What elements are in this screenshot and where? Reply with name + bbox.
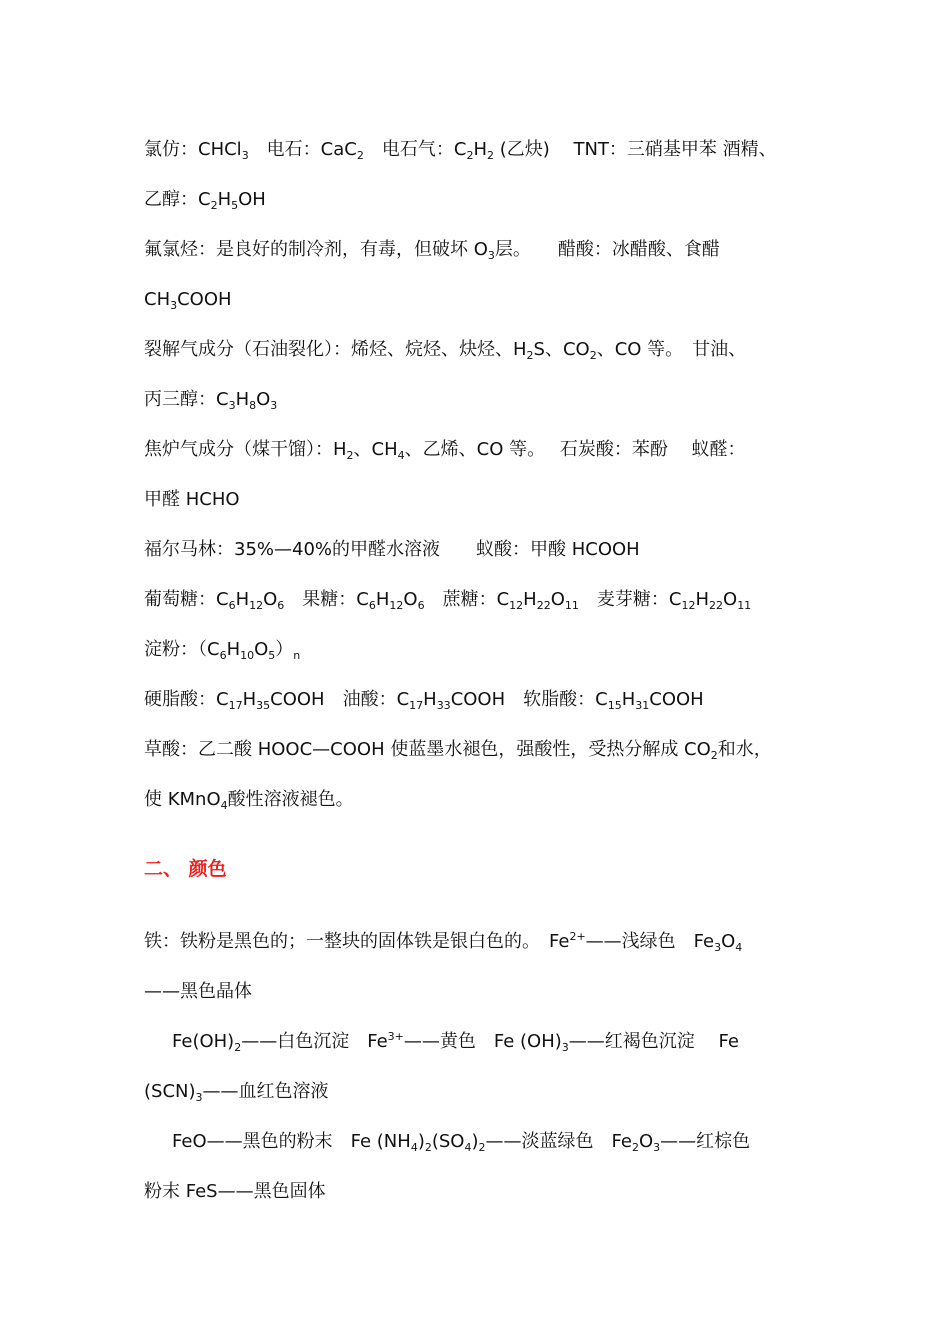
text-segment: 蔗糖：C	[424, 589, 510, 610]
subscript: 4	[220, 799, 228, 812]
text-segment: 淀粉：（C	[144, 639, 220, 660]
section-heading-colors: 二、 颜色	[144, 858, 227, 880]
text-segment: O	[550, 589, 565, 610]
text-segment: H	[226, 639, 241, 660]
subscript: 11	[564, 599, 579, 612]
subscript: 3	[270, 399, 278, 412]
text-segment: O	[638, 1131, 654, 1152]
superscript: 3+	[387, 1030, 404, 1043]
subscript: 31	[635, 699, 650, 712]
text-segment: H	[473, 139, 487, 160]
text-line	[144, 638, 300, 662]
text-segment: ——红褐色沉淀 Fe	[568, 1031, 739, 1052]
text-segment: 福尔马林：35%—40%的甲醛水溶液 蚁酸：甲酸 HCOOH	[144, 539, 640, 560]
text-segment: ——黑色晶体	[144, 981, 252, 1002]
text-segment: O	[721, 931, 736, 952]
subscript: 22	[536, 599, 551, 612]
text-segment: 氯仿：CHCl	[144, 139, 242, 160]
text-segment: H	[235, 389, 250, 410]
text-segment: 乙醇：C	[144, 189, 211, 210]
text-line	[144, 238, 720, 262]
text-segment: 葡萄糖：C	[144, 589, 229, 610]
subscript: 2	[466, 149, 474, 162]
text-line	[172, 1030, 739, 1054]
text-segment: 果糖：C	[284, 589, 369, 610]
text-segment: CH	[144, 289, 171, 310]
text-segment: 、乙烯、CO 等。 石炭酸：苯酚 蚁醛：	[404, 439, 746, 460]
subscript: 6	[368, 599, 376, 612]
text-segment: H	[242, 689, 257, 710]
subscript: 17	[228, 699, 243, 712]
text-segment: (SO	[431, 1131, 465, 1152]
text-segment: O	[263, 589, 278, 610]
text-line	[144, 288, 232, 312]
text-line	[144, 188, 266, 212]
subscript: 5	[231, 199, 239, 212]
subscript: 8	[249, 399, 257, 412]
text-segment: 层。 醋酸：冰醋酸、食醋	[494, 239, 720, 260]
subscript: 2	[424, 1141, 432, 1154]
text-segment: H	[217, 189, 232, 210]
subscript: 2	[710, 749, 718, 762]
subscript: 2	[478, 1141, 486, 1154]
text-segment: H	[621, 689, 636, 710]
text-line	[144, 688, 704, 712]
text-segment: 焦炉气成分（煤干馏）：H	[144, 439, 347, 460]
subscript: 3	[170, 299, 178, 312]
text-segment: S、CO	[533, 339, 590, 360]
text-line	[144, 138, 777, 162]
subscript: 6	[417, 599, 425, 612]
superscript: 2+	[569, 930, 586, 943]
subscript: 35	[256, 699, 271, 712]
subscript: 6	[277, 599, 285, 612]
subscript: 3	[241, 149, 249, 162]
text-segment: H	[523, 589, 537, 610]
text-segment: COOH	[177, 289, 232, 310]
text-segment: 裂解气成分（石油裂化）：烯烃、烷烃、炔烃、H	[144, 339, 527, 360]
text-segment: H	[423, 689, 437, 710]
subscript: 11	[737, 599, 752, 612]
subscript: 2	[346, 449, 354, 462]
subscript: 3	[561, 1041, 569, 1054]
subscript: 22	[709, 599, 724, 612]
text-segment: 、CH	[353, 439, 398, 460]
text-segment: )	[417, 1131, 425, 1152]
subscript: 6	[228, 599, 236, 612]
text-line	[144, 338, 746, 362]
text-segment: (乙炔) TNT：三硝基甲苯 酒精、	[493, 139, 777, 160]
text-segment: 硬脂酸：C	[144, 689, 229, 710]
subscript: 10	[240, 649, 255, 662]
subscript: 2	[210, 199, 218, 212]
text-segment: (SCN)	[144, 1081, 196, 1102]
subscript: 4	[410, 1141, 418, 1154]
text-segment: 和水，	[717, 739, 772, 760]
subscript: 3	[195, 1091, 203, 1104]
text-segment: O	[723, 589, 738, 610]
text-segment: 电石气：C	[363, 139, 467, 160]
text-line	[172, 1130, 750, 1154]
subscript: 12	[681, 599, 696, 612]
text-segment: COOH 软脂酸：C	[450, 689, 608, 710]
text-line	[144, 930, 742, 954]
subscript: 2	[486, 149, 494, 162]
text-line	[144, 388, 277, 412]
text-segment: 草酸：乙二酸 HOOC—COOH 使蓝墨水褪色，强酸性，受热分解成 CO	[144, 739, 711, 760]
text-line	[144, 738, 772, 762]
text-segment: O	[256, 389, 271, 410]
subscript: 3	[228, 399, 236, 412]
subscript: 12	[389, 599, 404, 612]
text-segment: FeO——黑色的粉末 Fe (NH	[172, 1131, 411, 1152]
text-line	[144, 1180, 326, 1204]
subscript: 2	[526, 349, 534, 362]
text-segment: 甲醛 HCHO	[144, 489, 240, 510]
text-segment: ——白色沉淀 Fe	[241, 1031, 388, 1052]
text-segment: 酸性溶液褪色。	[227, 789, 354, 810]
text-line	[144, 588, 751, 612]
text-segment: ）	[275, 639, 294, 660]
subscript: 15	[607, 699, 622, 712]
text-segment: 丙三醇：C	[144, 389, 229, 410]
subscript: 17	[409, 699, 424, 712]
subscript: 6	[219, 649, 227, 662]
subscript: 12	[249, 599, 264, 612]
subscript: 4	[735, 941, 743, 954]
text-segment: H	[375, 589, 390, 610]
text-segment: 氟氯烃：是良好的制冷剂，有毒，但破坏 O	[144, 239, 488, 260]
subscript: 3	[653, 1141, 661, 1154]
text-segment: 电石：CaC	[248, 139, 357, 160]
text-segment: COOH 油酸：C	[270, 689, 410, 710]
subscript: n	[293, 649, 301, 662]
text-segment: 麦芽糖：C	[578, 589, 682, 610]
text-segment: 粉末 FeS——黑色固体	[144, 1181, 326, 1202]
text-segment: ——淡蓝绿色 Fe	[485, 1131, 632, 1152]
text-segment: O	[254, 639, 269, 660]
text-line	[144, 438, 746, 462]
subscript: 2	[356, 149, 364, 162]
text-line	[144, 788, 354, 812]
text-segment: 铁：铁粉是黑色的；一整块的固体铁是银白色的。 Fe	[144, 931, 570, 952]
subscript: 33	[436, 699, 451, 712]
text-line	[144, 980, 252, 1004]
subscript: 12	[509, 599, 524, 612]
text-segment: COOH	[649, 689, 704, 710]
text-segment: ——红棕色	[660, 1131, 751, 1152]
text-line	[144, 538, 640, 562]
text-line	[144, 488, 240, 512]
subscript: 3	[714, 941, 722, 954]
text-segment: 使 KMnO	[144, 789, 221, 810]
text-segment: H	[235, 589, 250, 610]
text-line	[144, 1080, 329, 1104]
subscript: 4	[397, 449, 405, 462]
subscript: 2	[234, 1041, 242, 1054]
subscript: 4	[464, 1141, 472, 1154]
text-segment: ——黄色 Fe (OH)	[403, 1031, 562, 1052]
text-segment: H	[695, 589, 710, 610]
subscript: 5	[268, 649, 276, 662]
subscript: 2	[589, 349, 597, 362]
text-segment: 、CO 等。 甘油、	[596, 339, 747, 360]
text-segment: )	[471, 1131, 479, 1152]
text-segment: O	[403, 589, 418, 610]
text-segment: ——血红色溶液	[202, 1081, 329, 1102]
text-segment: OH	[238, 189, 266, 210]
subscript: 2	[631, 1141, 639, 1154]
subscript: 3	[487, 249, 495, 262]
text-segment: ——浅绿色 Fe	[585, 931, 715, 952]
text-segment: Fe(OH)	[172, 1031, 235, 1052]
